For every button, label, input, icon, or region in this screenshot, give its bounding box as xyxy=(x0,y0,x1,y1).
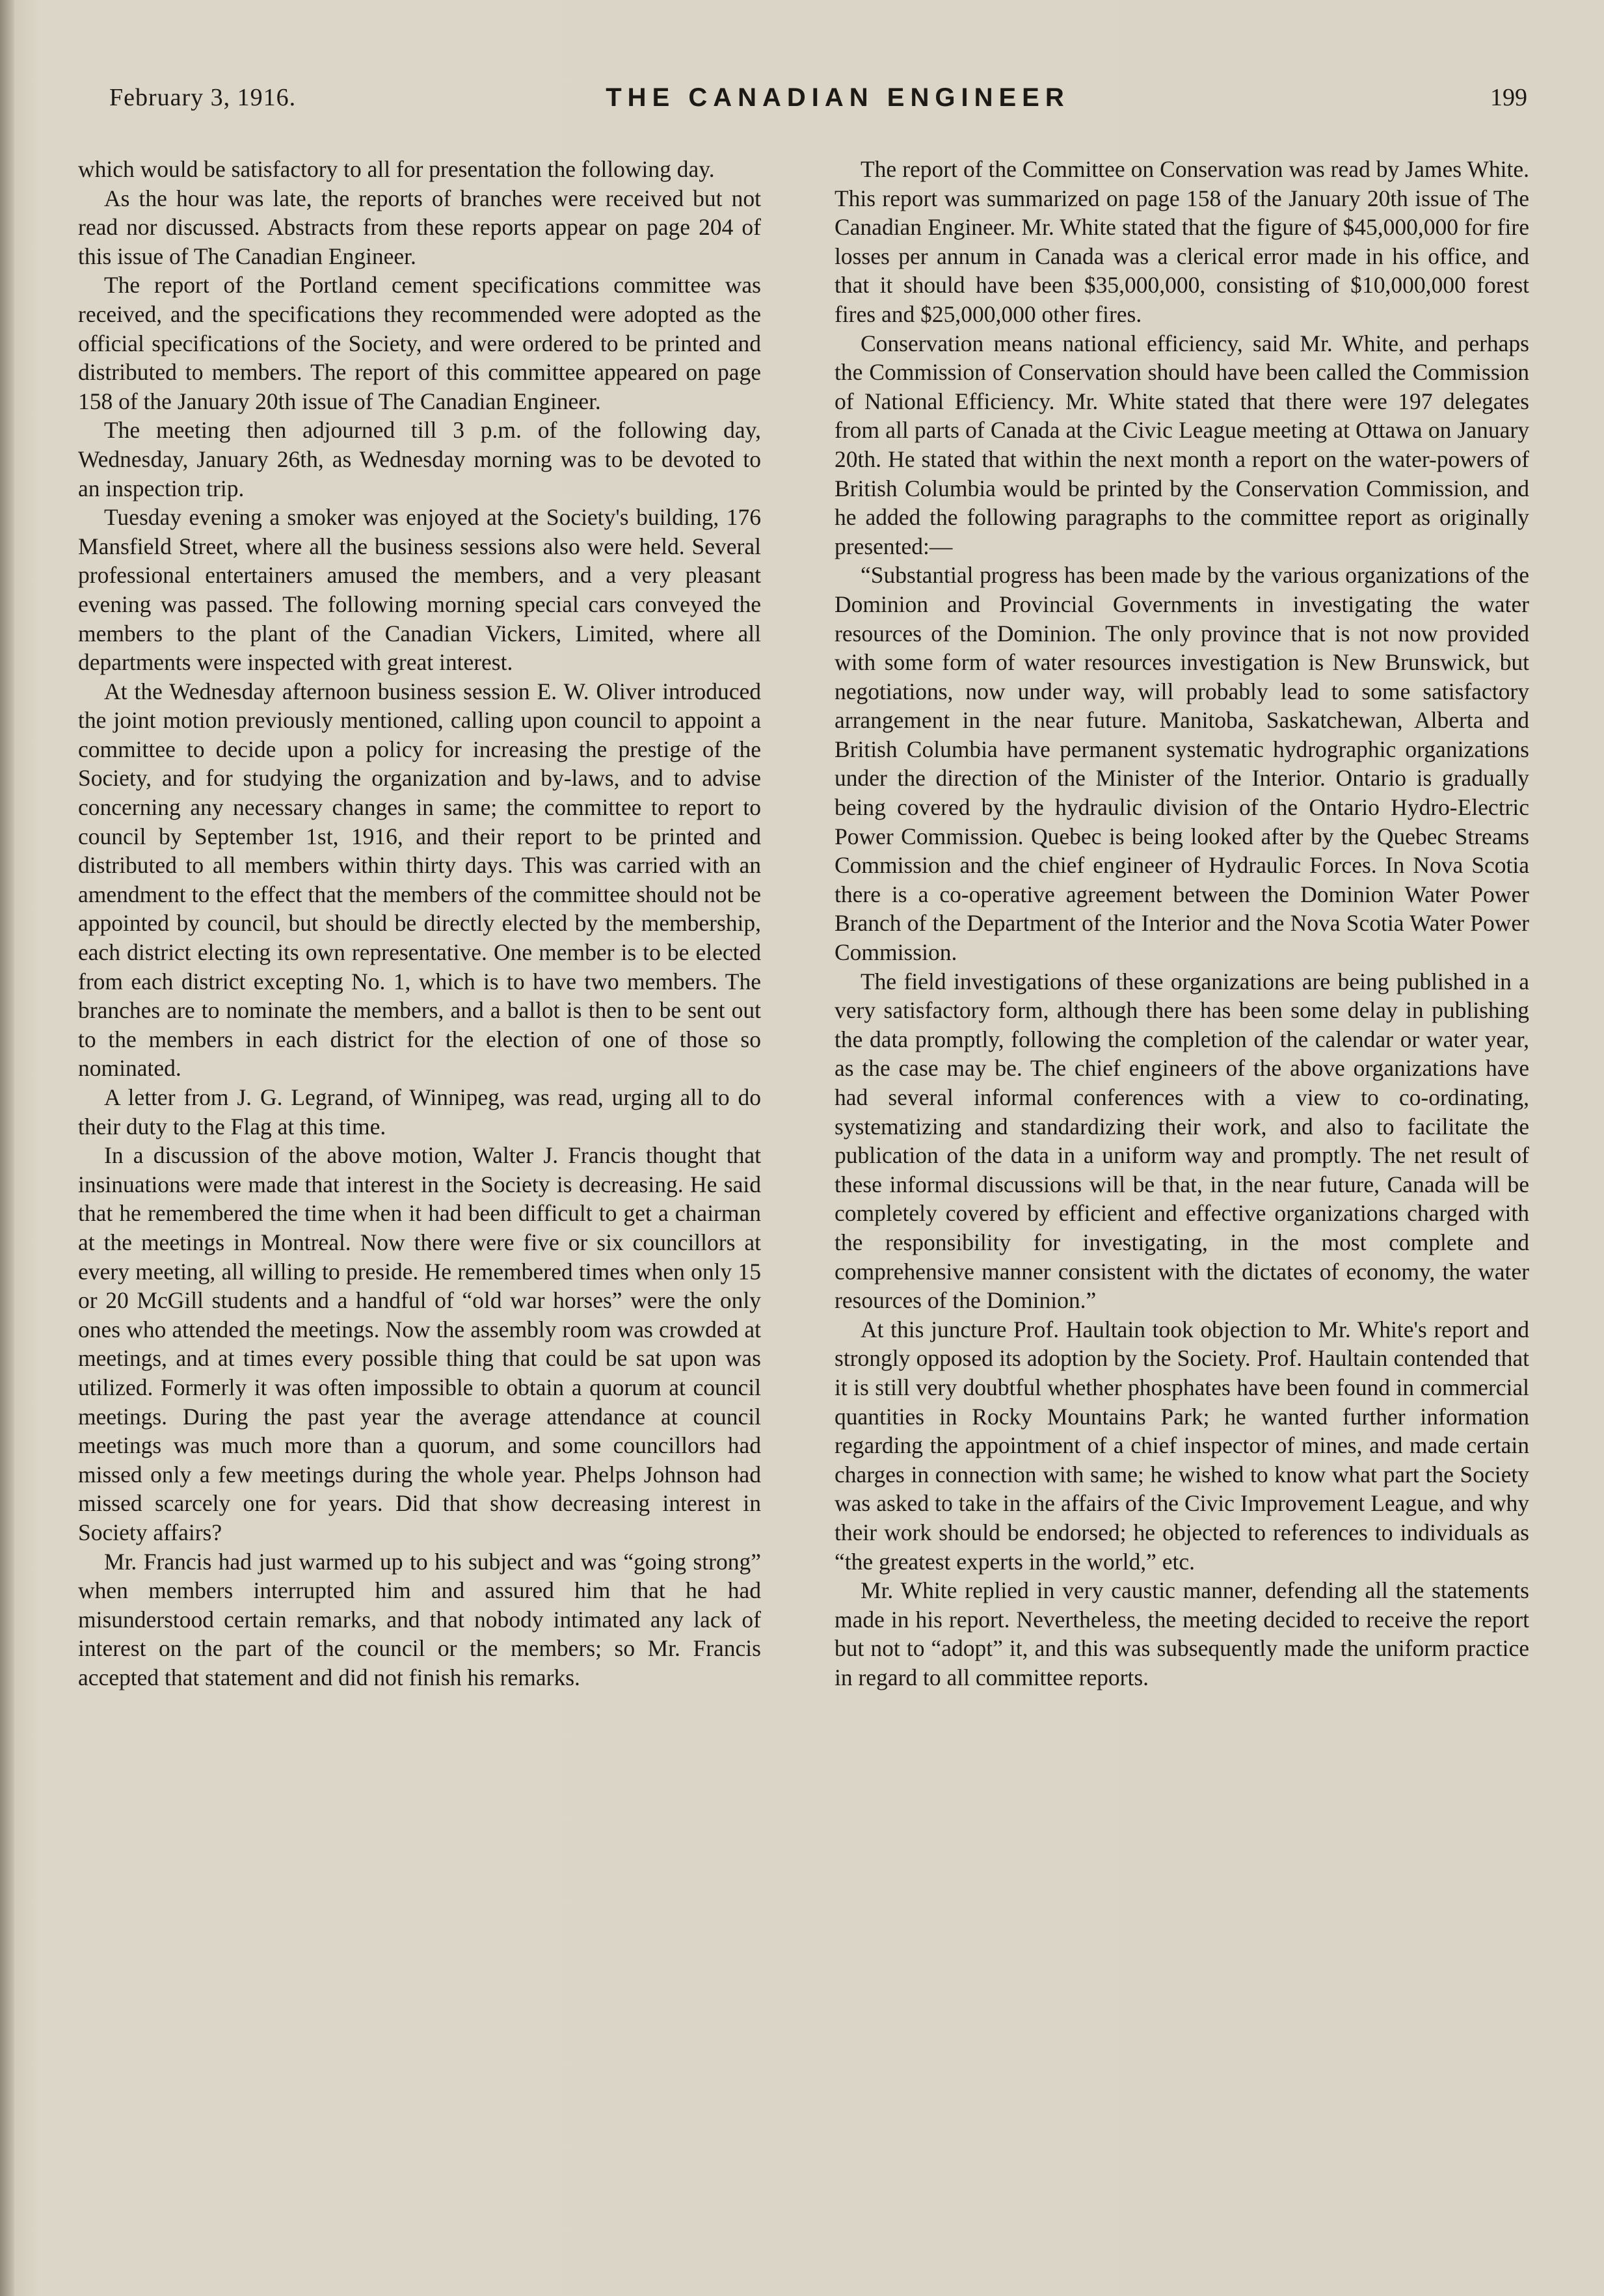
page-number: 199 xyxy=(1490,84,1527,111)
paragraph: As the hour was late, the reports of branches were received but not read nor discussed. Abstracts from these reports appear on page 204 of this issue of The Canadian Engineer. xyxy=(78,185,761,269)
paragraph: The meeting then adjourned till 3 p.m. of the following day, Wednesday, January 26th, as Wednesday morning was to be devoted to an inspection trip. xyxy=(78,417,761,501)
paragraph: In a discussion of the above motion, Walter J. Francis thought that insinuations were made that interest in the Society is decreasing. He said that he remembered the time when it had been difficult to get a chairman at the meetings in Montreal. Now there were five or six councillors at every meeting, all willing to preside. He remembered times when only 15 or 20 McGill students and a handful of “old war horses” were the only ones who attended the meetings. Now the assembly room was crowded at meetings, and at times every possible thing that could be sat upon was utilized. Formerly it was often impossible to obtain a quorum at council meetings. During the past year the average attendance at council meetings was much more than a quorum, and some councillors had missed only a few meetings during the whole year. Phelps Johnson had missed scarcely one for years. Did that show decreasing interest in Society affairs? xyxy=(78,1142,761,1545)
quoted-paragraph: “Substantial progress has been made by the various organizations of the Dominion and Provincial Governments in investigating the water resources of the Dominion. The only province that is not now provided with some form of water resources investigation is New Brunswick, but negotiations, now under way, will probably lead to some satisfactory arrangement in the near future. Manitoba, Saskatchewan, Alberta and British Columbia have permanent systematic hydrographic organizations under the direction of the Minister of the Interior. Ontario is gradually being covered by the hydraulic division of the Ontario Hydro-Electric Power Commission. Quebec is being looked after by the Quebec Streams Commission and the chief engineer of Hydraulic Forces. In Nova Scotia there is a co-operative agreement between the Dominion Water Power Branch of the Department of the Interior and the Nova Scotia Water Power Commission. xyxy=(835,562,1529,966)
paragraph: At the Wednesday afternoon business session E. W. Oliver introduced the joint motion previously mentioned, calling upon council to appoint a committee to decide upon a policy for increasing the prestige of the Society, and for studying the organization and by-laws, and to advise concerning any necessary changes in same; the committee to report to council by September 1st, 1916, and their report to be printed and distributed to all members within thirty days. This was carried with an amendment to the effect that the members of the committee should not be appointed by council, but should be directly elected by the membership, each district electing its own representative. One member is to be elected from each district excepting No. 1, which is to have two members. The branches are to nominate the members, and a ballot is then to be sent out to the members in each district for the election of one of those so nominated. xyxy=(78,678,761,1082)
left-column xyxy=(78,155,761,1692)
paragraph: A letter from J. G. Legrand, of Winnipeg, was read, urging all to do their duty to the Flag at this time. xyxy=(78,1084,761,1140)
paragraph: Mr. Francis had just warmed up to his subject and was “going strong” when members interrupted him and assured him that he had misunderstood certain remarks, and that nobody intimated any lack of interest on the part of the council or the members; so Mr. Francis accepted that statement and did not finish his remarks. xyxy=(78,1548,761,1690)
paragraph: Tuesday evening a smoker was enjoyed at the Society's building, 176 Mansfield Street, where all the business sessions also were held. Several professional entertainers amused the members, and a very pleasant evening was passed. The following morning special cars conveyed the members to the plant of the Canadian Vickers, Limited, where all departments were inspected with great interest. xyxy=(78,504,761,676)
paragraph: Conservation means national efficiency, said Mr. White, and perhaps the Commission of Conservation should have been called the Commission of National Efficiency. Mr. White stated that there were 197 delegates from all parts of Canada at the Civic League meeting at Ottawa on January 20th. He stated that within the next month a report on the water-powers of British Columbia would be printed by the Conservation Commission, and he added the following paragraphs to the committee report as originally presented:— xyxy=(835,330,1529,559)
paragraph: The report of the Portland cement specifications committee was received, and the specifications they recommended were adopted as the official specifications of the Society, and were ordered to be printed and distributed to members. The report of this committee appeared on page 158 of the January 20th issue of The Canadian Engineer. xyxy=(78,272,761,414)
right-column xyxy=(835,155,1529,1692)
running-header xyxy=(109,83,1527,122)
journal-title: THE CANADIAN ENGINEER xyxy=(606,83,1070,112)
paragraph: At this juncture Prof. Haultain took objection to Mr. White's report and strongly opposed its adoption by the Society. Prof. Haultain contended that it is still very doubtful whether phosphates have been found in commercial quantities in Rocky Mountains Park; he wanted further information regarding the appointment of a chief inspector of mines, and made certain charges in connection with same; he wished to know what part the Society was asked to take in the affairs of the Civic Improvement League, and why their work should be endorsed; he objected to references to individuals as “the greatest experts in the world,” etc. xyxy=(835,1316,1529,1575)
paragraph: The report of the Committee on Conservation was read by James White. This report was summarized on page 158 of the January 20th issue of The Canadian Engineer. Mr. White stated that the figure of $45,000,000 for fire losses per annum in Canada was a clerical error made in his office, and that it should have been $35,000,000, consisting of $10,000,000 forest fires and $25,000,000 other fires. xyxy=(835,156,1529,327)
header-date: February 3, 1916. xyxy=(109,84,297,111)
binding-gutter xyxy=(0,0,14,2296)
paragraph: Mr. White replied in very caustic manner, defending all the statements made in his report. Nevertheless, the meeting decided to receive the report but not to “adopt” it, and this was subsequently made the uniform practice in regard to all committee reports. xyxy=(835,1577,1529,1690)
quoted-paragraph: The field investigations of these organizations are being published in a very satisfactory form, although there has been some delay in publishing the data promptly, following the completion of the calendar or water year, as the case may be. The chief engineers of the above organizations have had several informal conferences with a view to co-ordinating, systematizing and standardizing their work, and also to facilitate the publication of the data in a uniform way and promptly. The net result of these informal discussions will be that, in the near future, Canada will be completely covered by efficient and effective organizations charged with the responsibility for investigating, in the most complete and comprehensive manner consistent with the dictates of economy, the water resources of the Dominion.” xyxy=(835,968,1529,1314)
paragraph: which would be satisfactory to all for presentation the following day. xyxy=(78,156,715,182)
